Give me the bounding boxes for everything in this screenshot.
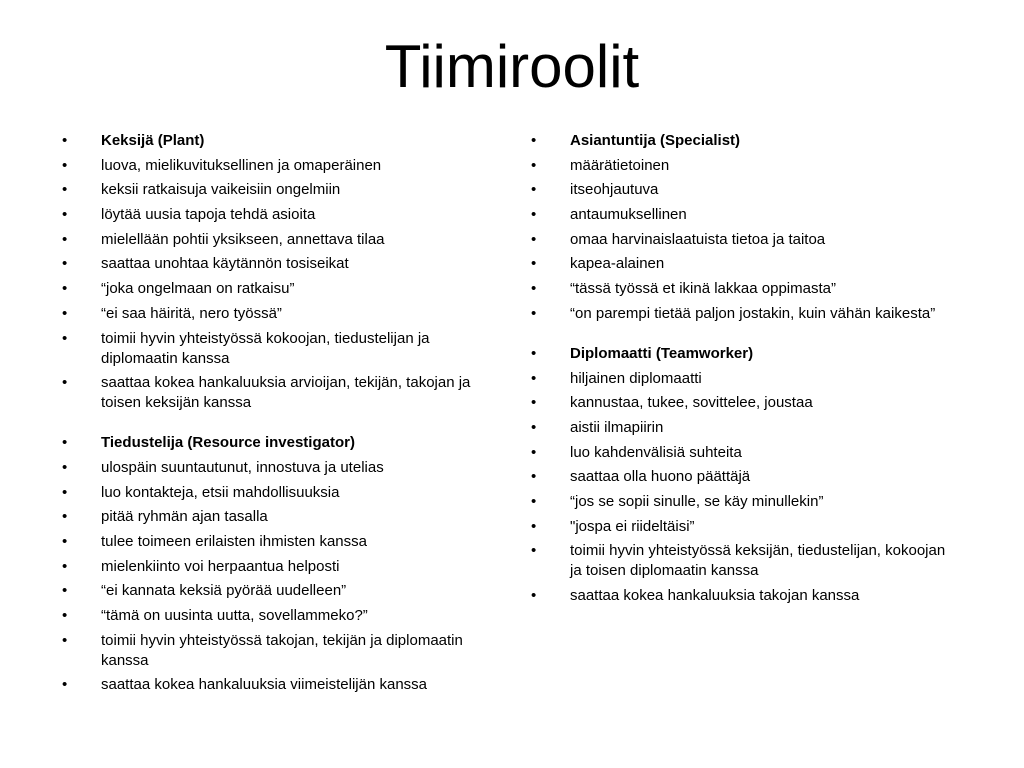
section-heading-text: Asiantuntija (Specialist)	[570, 132, 741, 149]
bullet-marker: •	[531, 255, 537, 273]
list-item-text: mielenkiinto voi herpaantua helposti	[101, 557, 340, 575]
list-item	[531, 304, 951, 324]
list-item	[62, 507, 492, 527]
list-item	[62, 254, 492, 274]
bullet-marker: •	[62, 676, 68, 694]
bullet-marker: •	[531, 517, 537, 535]
list-item	[62, 606, 492, 626]
list-item-text: “on parempi tietää paljon jostakin, kuin vähän kaikesta”	[570, 304, 936, 322]
bullet-marker: •	[62, 255, 68, 273]
list-item	[531, 254, 951, 274]
list-item-text: “tässä työssä et ikinä lakkaa oppimasta”	[570, 280, 836, 298]
bullet-marker: •	[62, 374, 68, 392]
section-heading-text: Diplomaatti (Teamworker)	[570, 344, 754, 362]
bullet-marker: •	[531, 280, 537, 298]
list-item-text: ulospäin suuntautunut, innostuva ja utelias	[101, 458, 384, 476]
list-item	[62, 373, 492, 413]
list-item	[531, 418, 951, 438]
bullet-marker: •	[531, 369, 537, 387]
slide-title: Tiimiroolit	[384, 33, 640, 100]
right-column	[531, 131, 951, 611]
list-item-text: saattaa unohtaa käytännön tosiseikat	[101, 255, 349, 273]
list-item-text: kapea-alainen	[570, 255, 665, 273]
section-heading	[531, 344, 951, 364]
bullet-marker: •	[62, 280, 68, 298]
list-item-text: kannustaa, tukee, sovittelee, joustaa	[570, 394, 813, 412]
bullet-marker: •	[62, 304, 68, 322]
list-item	[531, 369, 951, 389]
bullet-marker: •	[62, 508, 68, 526]
list-item-text: saattaa olla huono päättäjä	[570, 468, 751, 486]
bullet-marker: •	[62, 607, 68, 624]
list-item-text: luova, mielikuvituksellinen ja omaperäinen	[101, 156, 382, 174]
bullet-marker: •	[531, 443, 537, 461]
list-item-text: antaumuksellinen	[570, 206, 687, 224]
list-item-text: pitää ryhmän ajan tasalla	[101, 508, 268, 526]
list-item-text: hiljainen diplomaatti	[570, 369, 702, 387]
list-item	[62, 675, 492, 695]
list-item	[62, 205, 492, 225]
list-item	[531, 156, 951, 176]
bullet-marker: •	[62, 483, 68, 501]
list-item-text: toimii hyvin yhteistyössä keksijän, tiedustelijan, kokoojan ja toisen diplomaatin kanssa	[570, 542, 946, 580]
bullet-marker: •	[62, 458, 68, 476]
list-item-text: keksii ratkaisuja vaikeisiin ongelmiin	[101, 181, 341, 199]
list-item	[62, 581, 492, 601]
section-heading	[531, 131, 951, 151]
section-heading	[62, 131, 492, 151]
list-item	[531, 205, 951, 225]
list-item-text: saattaa kokea hankaluuksia arvioijan, tekijän, takojan ja toisen keksijän kanssa	[101, 374, 471, 412]
list-item	[62, 483, 492, 503]
bullet-marker: •	[531, 230, 537, 248]
list-item-text: toimii hyvin yhteistyössä takojan, tekijän ja diplomaatin kanssa	[101, 631, 463, 669]
bullet-marker: •	[62, 132, 68, 149]
list-item-text: määrätietoinen	[570, 156, 670, 174]
left-column	[62, 131, 492, 700]
bullet-marker: •	[62, 206, 68, 224]
bullet-marker: •	[531, 418, 537, 436]
bullet-marker: •	[531, 468, 537, 486]
list-item	[62, 557, 492, 577]
list-item	[531, 393, 951, 413]
list-item	[531, 492, 951, 512]
list-item-text: löytää uusia tapoja tehdä asioita	[101, 206, 316, 224]
bullet-marker: •	[531, 344, 537, 362]
list-item-text: “jos se sopii sinulle, se käy minullekin”	[570, 492, 824, 510]
list-item-text: "jospa ei riideltäisi”	[570, 517, 695, 535]
list-item-text: itseohjautuva	[570, 181, 659, 199]
list-item-text: saattaa kokea hankaluuksia viimeistelijän kanssa	[101, 676, 428, 694]
list-item-text: toimii hyvin yhteistyössä kokoojan, tiedustelijan ja diplomaatin kanssa	[101, 329, 430, 367]
list-item	[531, 517, 951, 537]
bullet-marker: •	[62, 156, 68, 174]
list-item	[62, 180, 492, 200]
bullet-marker: •	[531, 492, 537, 510]
section-heading-text: Tiedustelija (Resource investigator)	[101, 434, 355, 452]
list-item	[62, 329, 492, 369]
list-item	[62, 631, 492, 671]
bullet-marker: •	[531, 587, 537, 604]
list-item	[531, 230, 951, 250]
list-item-text: tulee toimeen erilaisten ihmisten kanssa	[101, 532, 367, 550]
bullet-marker: •	[531, 181, 537, 199]
list-item-text: omaa harvinaislaatuista tietoa ja taitoa	[570, 230, 826, 248]
bullet-marker: •	[62, 557, 68, 575]
list-item	[531, 541, 951, 581]
list-item-text: “ei kannata keksiä pyörää uudelleen”	[101, 582, 347, 600]
bullet-marker: •	[62, 434, 68, 452]
list-item	[531, 443, 951, 463]
bullet-marker: •	[62, 631, 68, 649]
bullet-marker: •	[531, 542, 537, 560]
list-item-text: luo kontakteja, etsii mahdollisuuksia	[101, 483, 340, 501]
list-item-text: saattaa kokea hankaluuksia takojan kanssa	[570, 587, 860, 604]
bullet-marker: •	[531, 132, 537, 149]
bullet-marker: •	[62, 230, 68, 248]
bullet-marker: •	[62, 181, 68, 199]
bullet-marker: •	[531, 206, 537, 224]
list-item	[62, 304, 492, 324]
list-item-text: “ei saa häiritä, nero työssä”	[101, 304, 282, 322]
list-item	[62, 279, 492, 299]
list-item-text: aistii ilmapiirin	[570, 418, 664, 436]
bullet-marker: •	[62, 532, 68, 550]
list-item-text: “joka ongelmaan on ratkaisu”	[101, 280, 295, 298]
list-item-text: luo kahdenvälisiä suhteita	[570, 443, 742, 461]
bullet-marker: •	[531, 394, 537, 412]
list-item	[531, 586, 951, 606]
list-item	[62, 230, 492, 250]
section-heading	[62, 433, 492, 453]
bullet-marker: •	[62, 329, 68, 347]
list-item-text: mielellään pohtii yksikseen, annettava tilaa	[101, 230, 385, 248]
bullet-marker: •	[62, 582, 68, 600]
list-item	[62, 532, 492, 552]
list-item	[531, 467, 951, 487]
section-heading-text: Keksijä (Plant)	[101, 132, 205, 149]
list-item	[62, 458, 492, 478]
list-item	[531, 180, 951, 200]
bullet-marker: •	[531, 156, 537, 174]
list-item-text: “tämä on uusinta uutta, sovellammeko?”	[101, 607, 368, 624]
bullet-marker: •	[531, 304, 537, 322]
list-item	[531, 279, 951, 299]
list-item	[62, 156, 492, 176]
